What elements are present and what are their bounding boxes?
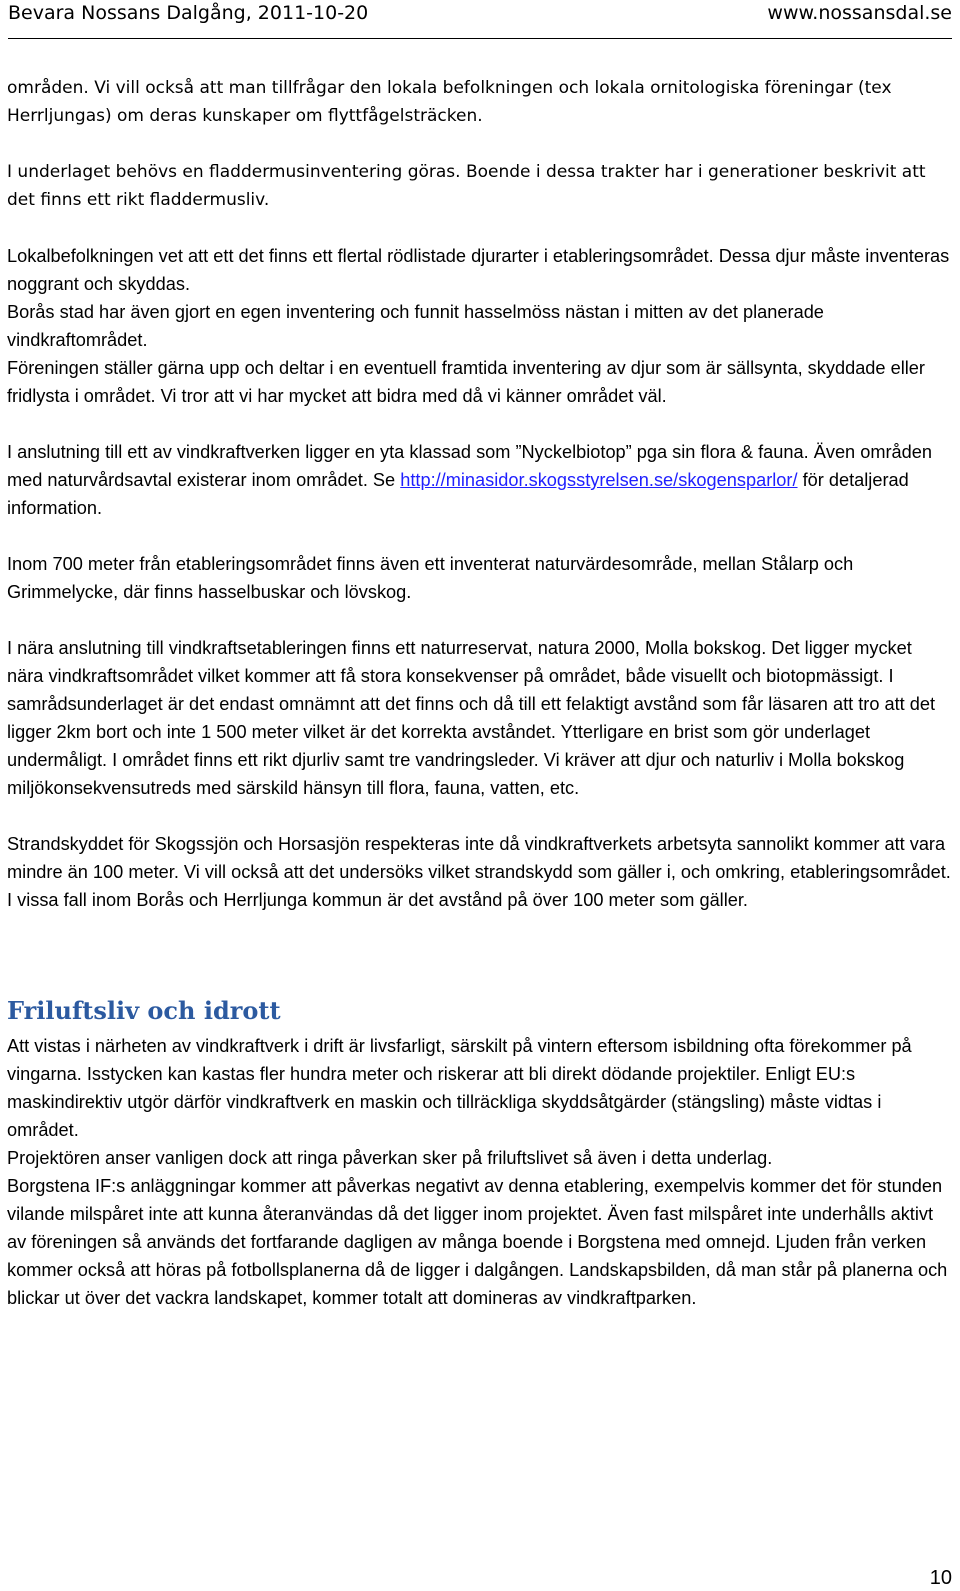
paragraph-flyttfagel: områden. Vi vill också att man tillfrågar den lokala befolkningen och lokala ornitologiska föreningar (tex Herrljungas) om deras kunskaper om flyttfågelsträcken. — [7, 78, 892, 126]
nyckelbiotop-text: I anslutning till ett av vindkraftverken ligger en yta klassad som ”Nyckelbiotop” pga sin flora & fauna. Även områden med naturvårdsavtal existerar inom området. Se — [7, 442, 933, 490]
header-rule — [8, 38, 952, 39]
paragraph-strandskydd: Strandskyddet för Skogssjön och Horsasjön respekteras inte då vindkraftverkets arbetsyta sannolikt kommer att vara mindre än 100 meter. Vi vill också att det undersöks vilket strandskydd som gäller i, och omkring, etableringsområdet. I vissa fall inom Borås och Herrljunga kommun är det avstånd på över 100 meter som gäller. — [7, 834, 951, 910]
paragraph-fladdermus: I underlaget behövs en fladdermusinventering göras. Boende i dessa trakter har i generationer beskrivit att det finns ett rikt fladdermusliv. — [7, 162, 926, 210]
paragraph-inventering: Föreningen ställer gärna upp och deltar i en eventuell framtida inventering av djur som är sällsynta, skyddade eller fridlysta i området. Vi tror att vi har mycket att bidra med då vi känner området väl. — [7, 358, 925, 406]
website-url: www.nossansdal.se — [767, 2, 952, 24]
paragraph-nyckelbiotop — [7, 438, 953, 522]
page-header — [8, 2, 952, 32]
paragraph-rodlistade: Lokalbefolkningen vet att ett det finns ett flertal rödlistade djurarter i etableringsområdet. Dessa djur måste inventeras noggrant och skyddas. — [7, 246, 950, 294]
document-title: Bevara Nossans Dalgång, 2011-10-20 — [8, 2, 369, 24]
section-heading: Friluftsliv och idrott — [7, 996, 281, 1025]
paragraph-projektoren: Projektören anser vanligen dock att ringa påverkan sker på friluftslivet så även i detta underlag. — [7, 1148, 773, 1168]
paragraph-molla-bokskog: I nära anslutning till vindkraftsetableringen finns ett naturreservat, natura 2000, Molla bokskog. Det ligger mycket nära vindkraftsområdet vilket kommer att få stora konsekvenser på området, både visuellt och biotopmässigt. I samrådsunderlaget är det endast omnämnt att det finns och då till ett felaktigt avstånd som får läsaren att tro att det ligger 2km bort och inte 1 500 meter vilket är det korrekta avståndet. Ytterligare en brist som gör underlaget undermåligt. I området finns ett rikt djurliv samt tre vandringsleder. Vi kräver att djur och naturliv i Molla bokskog miljökonsekvensutreds med särskild hänsyn till flora, fauna, vatten, etc. — [7, 638, 936, 798]
paragraph-borgstena: Borgstena IF:s anläggningar kommer att påverkas negativt av denna etablering, exempelvis kommer det för stunden vilande milspåret inte att kunna återanvändas då det ligger inom projektet. Även fast milspåret inte underhålls aktivt av föreningen så används det fortfarande dagligen av många boende i Borgstena med omnejd. Ljuden från verken kommer också att höras på fotbollsplanerna då de ligger i dalgången. Landskapsbilden, då man står på planerna och blickar ut över det vackra landskapet, kommer totalt att domineras av vindkraftparken. — [7, 1176, 948, 1308]
paragraph-hasselmoss: Borås stad har även gjort en egen inventering och funnit hasselmöss nästan i mitten av det planerade vindkraftområdet. — [7, 302, 824, 350]
page-number: 10 — [929, 1567, 952, 1589]
document-body — [7, 74, 953, 1312]
paragraph-naturvardesomrade: Inom 700 meter från etableringsområdet finns även ett inventerat naturvärdesområde, mellan Stålarp och Grimmelycke, där finns hasselbuskar och lövskog. — [7, 554, 854, 602]
skogsstyrelsen-link[interactable]: http://minasidor.skogsstyrelsen.se/skogensparlor/ — [400, 470, 798, 490]
nyckelbiotop-text-after: för detaljerad information. — [7, 470, 909, 518]
paragraph-livsfarligt: Att vistas i närheten av vindkraftverk i drift är livsfarligt, särskilt på vintern eftersom isbildning ofta förekommer på vingarna. Isstycken kan kastas fler hundra meter och riskerar att bli direkt dödande projektiler. Enligt EU:s maskindirektiv utgör därför vindkraftverk en maskin och tillräckliga skyddsåtgärder (stängsling) måste vidtas i området. — [7, 1036, 912, 1140]
